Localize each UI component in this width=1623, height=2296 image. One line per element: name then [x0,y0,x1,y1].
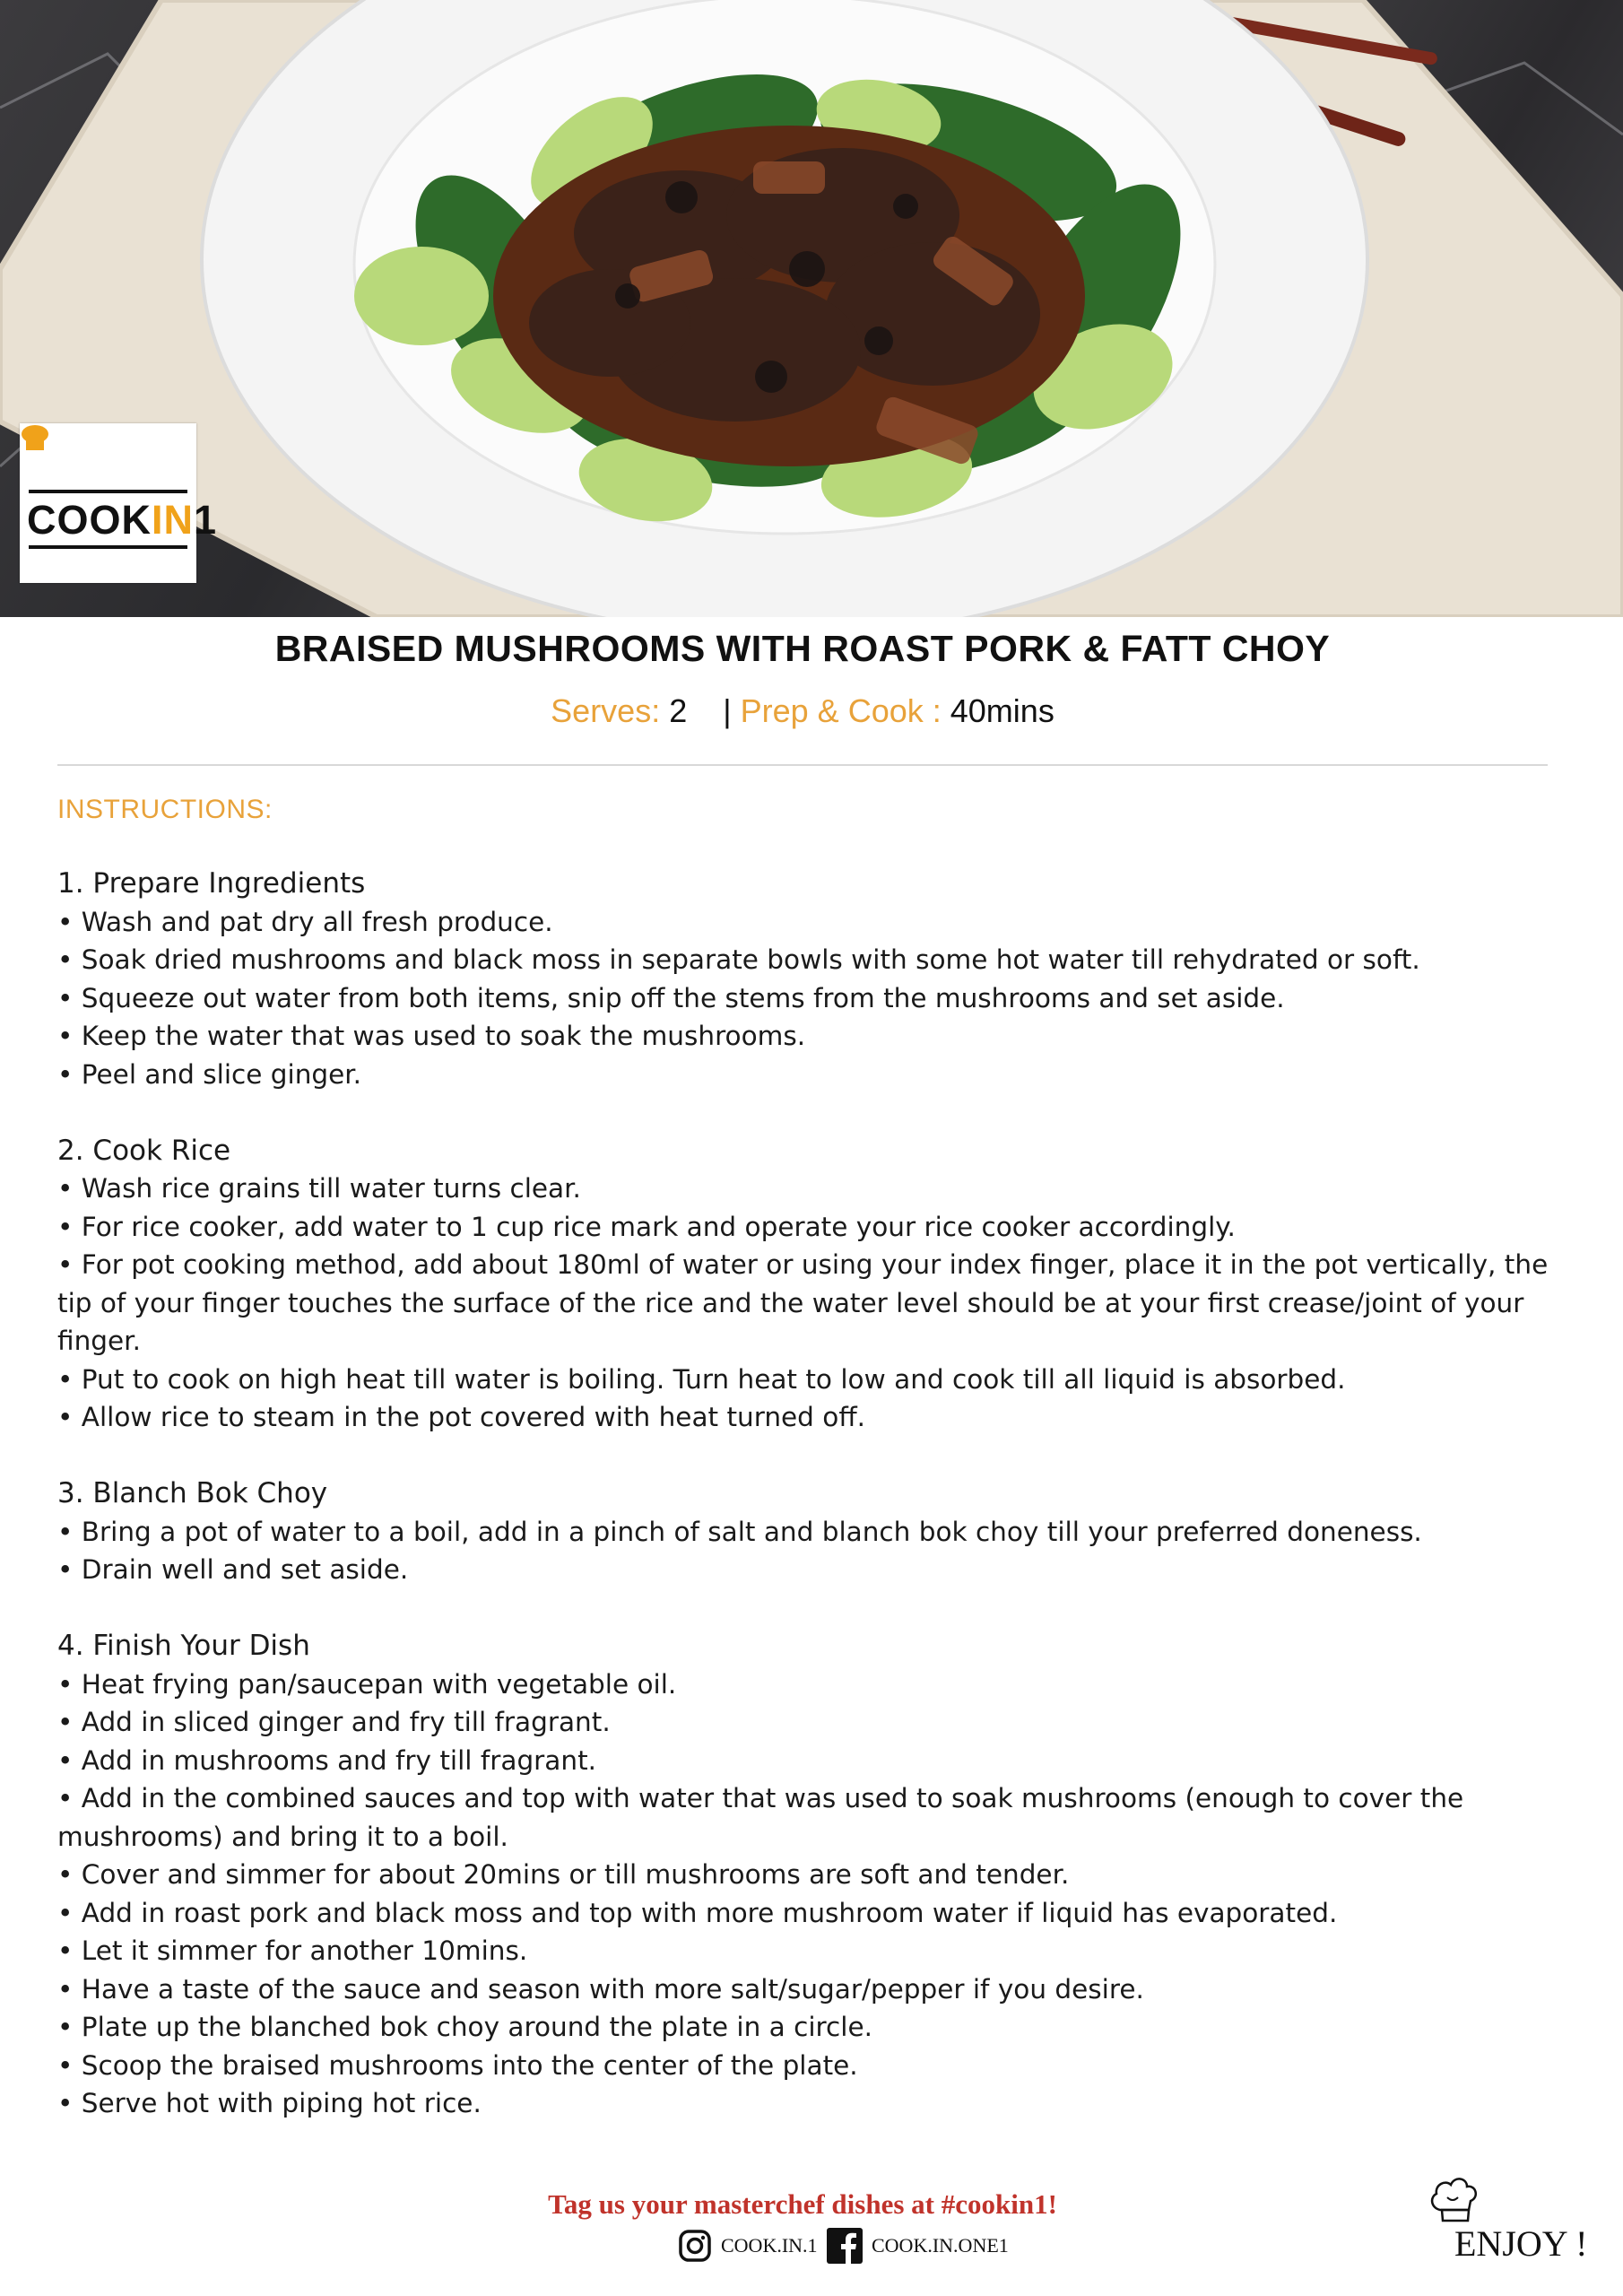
serves-label: Serves: [551,692,661,729]
section-title: 2. Cook Rice [57,1134,231,1167]
header-divider [57,764,1548,766]
dish-illustration [0,0,1623,617]
meta-separator: | [723,692,732,729]
enjoy-text: ENJOY ! [1454,2223,1588,2264]
footer-tagline: Tag us your masterchef dishes at #cookin1! [548,2188,1057,2220]
chef-hat-logo-icon [20,423,50,452]
instruction-step: • Keep the water that was used to soak the mushrooms. [57,1021,806,1051]
facebook-link[interactable] [827,2226,1009,2266]
section-title: 3. Blanch Bok Choy [57,1477,328,1509]
instruction-step: • Cover and simmer for about 20mins or till mushrooms are soft and tender. [57,1859,1070,1890]
logo-rule-top [29,490,187,493]
serves-value: 2 [669,692,688,729]
instructions-heading: INSTRUCTIONS: [57,795,273,824]
instruction-step: • Have a taste of the sauce and season with more salt/sugar/pepper if you desire. [57,1973,1144,2005]
instruction-step: • For pot cooking method, add about 180ml of water or using your index finger, place it in the pot vertically, the tip of your finger touches the surface of the rice and the water level should be at your first crease/joint of your finger. [57,1249,1549,1356]
section-prepare-ingredients [57,865,1564,1093]
instruction-step: • Wash rice grains till water turns clear. [57,1173,581,1204]
instruction-step: • Heat frying pan/saucepan with vegetable oil. [57,1668,677,1700]
instruction-step: • Soak dried mushrooms and black moss in separate bowls with some hot water till rehydrated or soft. [57,944,1420,975]
instruction-step: • Wash and pat dry all fresh produce. [57,906,553,937]
instruction-step: • For rice cooker, add water to 1 cup rice mark and operate your rice cooker accordingly. [57,1211,1236,1242]
hero-dish-photo [0,0,1623,617]
instruction-step: • Serve hot with piping hot rice. [57,2088,482,2118]
instagram-link[interactable] [678,2226,818,2266]
instruction-step: • Scoop the braised mushrooms into the center of the plate. [57,2049,858,2081]
instruction-step: • Peel and slice ginger. [57,1058,362,1090]
facebook-icon [827,2228,863,2264]
instruction-step: • Let it simmer for another 10mins. [57,1935,528,1966]
section-cook-rice [57,1132,1564,1437]
section-title: 4. Finish Your Dish [57,1630,310,1662]
recipe-title: BRAISED MUSHROOMS WITH ROAST PORK & FATT CHOY [274,628,1331,669]
instagram-icon [678,2229,712,2263]
instruction-step: • Add in roast pork and black moss and top with more mushroom water if liquid has evaporated. [57,1897,1338,1928]
instruction-step: • Add in the combined sauces and top with water that was used to soak mushrooms (enough to cover the mushrooms) and bring it to a boil. [57,1783,1464,1852]
recipe-meta [0,692,1605,730]
instagram-handle: COOK.IN.1 [721,2234,818,2257]
instruction-step: • Add in mushrooms and fry till fragrant. [57,1744,597,1776]
logo-wordmark: COOKIN1 [27,497,218,543]
section-title: 1. Prepare Ingredients [57,867,366,900]
facebook-handle: COOK.IN.ONE1 [872,2234,1009,2257]
instructions-content [57,865,1564,2123]
instruction-step: • Put to cook on high heat till water is boiling. Turn heat to low and cook till all liquid is absorbed. [57,1363,1346,1395]
prep-label: Prep & Cook : [740,692,942,729]
instruction-step: • Squeeze out water from both items, snip off the stems from the mushrooms and set aside. [57,982,1285,1013]
section-finish-your-dish [57,1627,1564,2123]
prep-value: 40mins [950,692,1055,729]
instruction-step: • Plate up the blanched bok choy around the plate in a circle. [57,2012,872,2042]
cookin1-logo [20,423,218,583]
chef-hat-icon [1428,2170,1481,2228]
instruction-step: • Add in sliced ginger and fry till fragrant. [57,1707,611,1737]
logo-rule-bottom [29,545,187,549]
section-blanch-bok-choy [57,1474,1564,1589]
instruction-step: • Drain well and set aside. [57,1554,409,1585]
instruction-step: • Allow rice to steam in the pot covered with heat turned off. [57,1402,866,1432]
instruction-step: • Bring a pot of water to a boil, add in a pinch of salt and blanch bok choy till your preferred doneness. [57,1516,1422,1547]
